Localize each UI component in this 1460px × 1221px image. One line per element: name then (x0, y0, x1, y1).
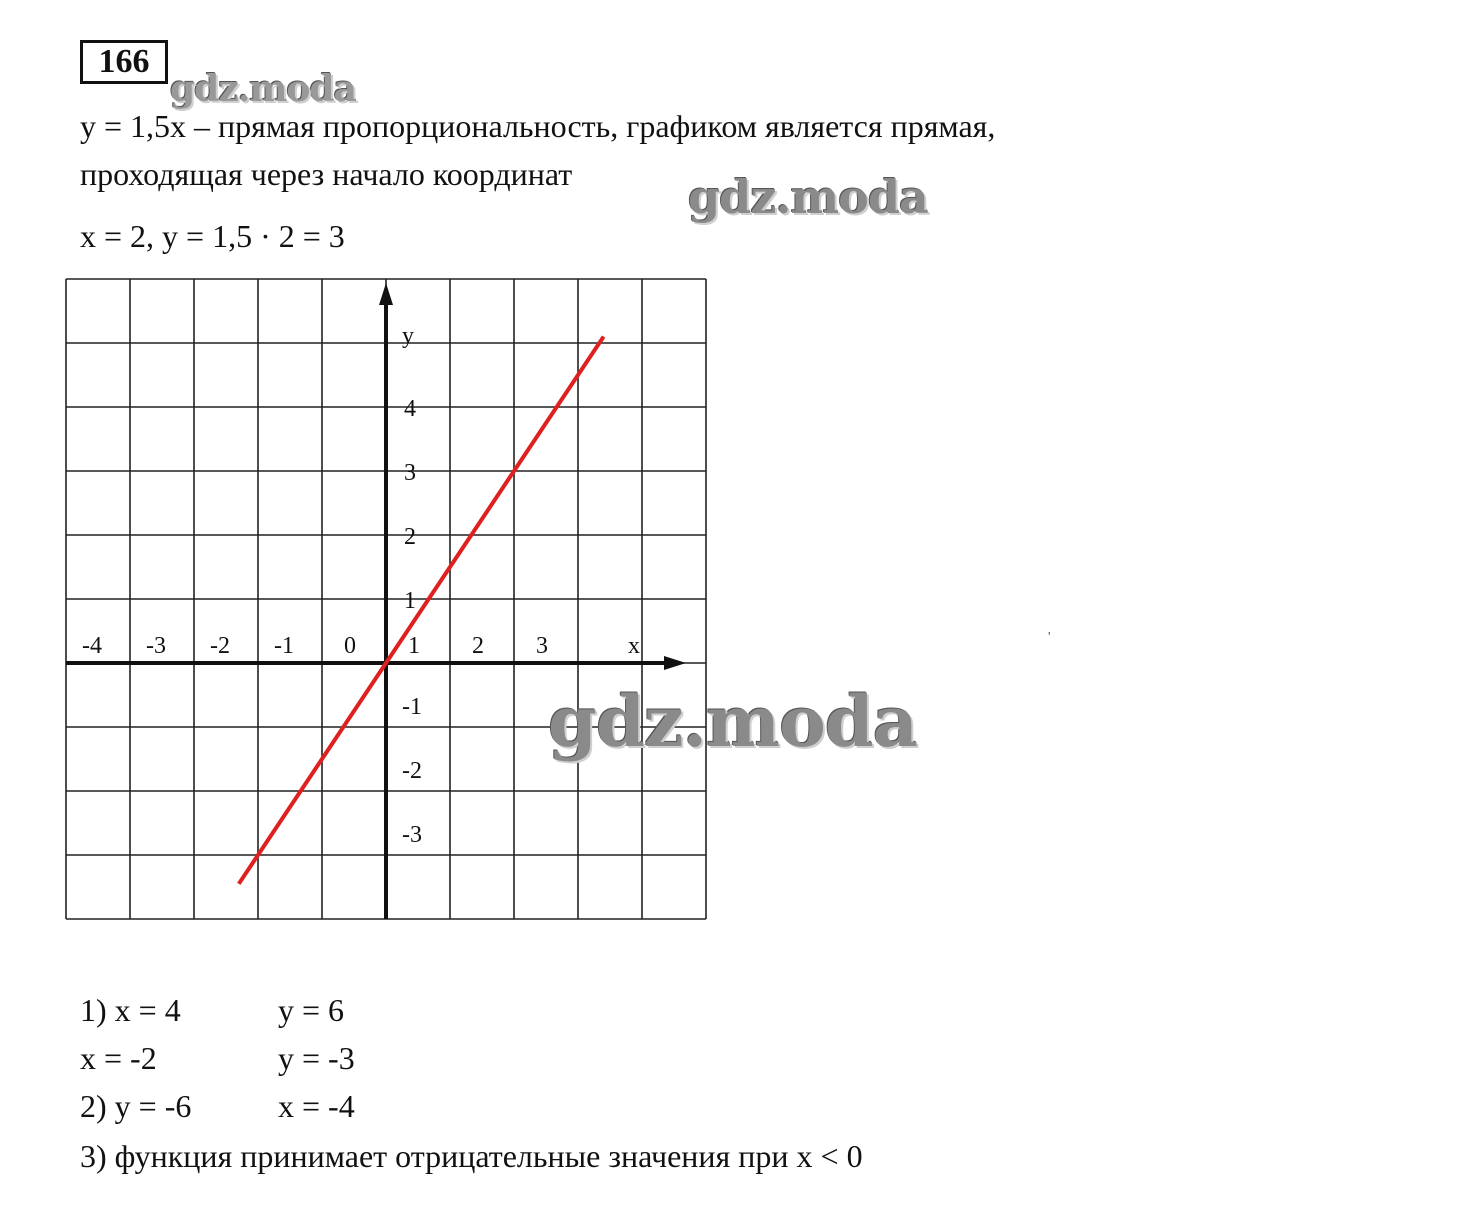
function-line (239, 337, 604, 884)
watermark-logo: gdz.moda (170, 68, 356, 110)
statement-line-1: y = 1,5x – прямая пропорциональность, графиком является прямая, (80, 108, 996, 144)
watermark-logo: gdz.moda (688, 170, 928, 224)
answer-1-y: y = 6 (278, 992, 345, 1028)
x-tick-label: -3 (146, 633, 166, 659)
calculation-line: x = 2, y = 1,5 · 2 = 3 (80, 218, 345, 254)
answer-3-x: x = -4 (278, 1088, 355, 1124)
x-tick-label: -1 (274, 633, 294, 659)
x-tick-label: 0 (344, 633, 356, 659)
x-axis-arrow-icon (664, 656, 686, 670)
y-tick-label: 2 (404, 524, 416, 550)
answer-3-y: 2) y = -6 (80, 1088, 192, 1124)
x-axis-label: x (628, 633, 640, 659)
y-tick-label: 3 (404, 460, 416, 486)
y-tick-label: -1 (402, 694, 422, 720)
stray-mark: ' (1048, 630, 1051, 645)
y-tick-label: 4 (404, 396, 416, 422)
statement-line-2: проходящая через начало координат (80, 156, 573, 192)
y-axis-arrow-icon (379, 283, 393, 305)
answer-2-y: y = -3 (278, 1040, 355, 1076)
answer-negative-values: 3) функция принимает отрицательные значения при x < 0 (80, 1138, 863, 1174)
answer-2-x: x = -2 (80, 1040, 157, 1076)
watermark-logo: gdz.moda (548, 680, 918, 763)
y-tick-label: 1 (404, 588, 416, 614)
x-tick-label: -4 (82, 633, 102, 659)
problem-number: 166 (80, 40, 168, 84)
y-tick-label: -3 (402, 822, 422, 848)
answer-1-x: 1) x = 4 (80, 992, 181, 1028)
x-tick-label: 1 (408, 633, 420, 659)
y-axis-label: y (402, 323, 414, 349)
x-tick-label: 3 (536, 633, 548, 659)
x-tick-label: -2 (210, 633, 230, 659)
x-tick-label: 2 (472, 633, 484, 659)
y-tick-label: -2 (402, 758, 422, 784)
